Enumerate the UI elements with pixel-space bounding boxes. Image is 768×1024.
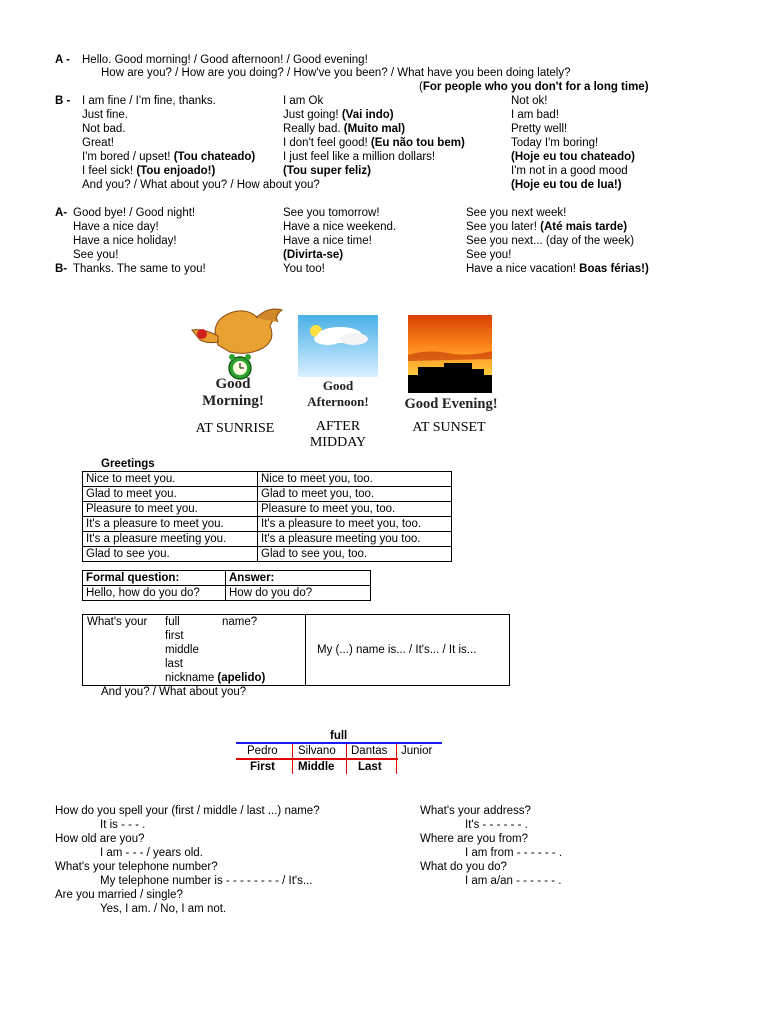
question-line-text: I am from - - - - - - . (465, 847, 563, 859)
reply-line (511, 150, 635, 164)
question-line (55, 860, 320, 874)
formal-question: Hello, how do you do? (83, 586, 226, 601)
name-table (82, 614, 510, 686)
reply-line-text: Not ok! (511, 95, 548, 107)
reply-cell: Pleasure to meet you, too. (258, 502, 452, 517)
reply-line (283, 108, 465, 122)
table-row (83, 517, 452, 532)
greeting-cell: Pleasure to meet you. (83, 502, 258, 517)
afternoon-title-line-1: Good (322, 378, 354, 393)
question-line (420, 860, 562, 874)
question-line (55, 804, 320, 818)
farewell-line (283, 248, 396, 262)
reply-line-text: Pretty well! (511, 123, 568, 135)
reply-line-text: I'm not in a good mood (511, 165, 628, 177)
answer-header: Answer: (226, 571, 371, 586)
reply-line (511, 178, 635, 192)
nickname-translation: (apelido) (217, 672, 266, 684)
reply-line-text: I am fine / I'm fine, thanks. (82, 95, 216, 107)
good-morning-picture (178, 300, 288, 440)
reply-cell: Nice to meet you, too. (258, 472, 452, 487)
reply-line-text: Today I'm boring! (511, 137, 599, 149)
farewell-line (283, 234, 396, 248)
question-line-text: Are you married / single? (55, 889, 183, 901)
farewell-line (73, 220, 206, 234)
question-line (420, 874, 562, 888)
note-paren: ( (419, 81, 423, 93)
greeting-line: Hello. Good morning! / Good afternoon! / Good evening! (82, 54, 368, 66)
table-row (83, 547, 452, 562)
farewell-line-text: Good bye! / Good night! (73, 207, 196, 219)
reply-line-text: I am Ok (283, 95, 324, 107)
farewell-line-text: Have a nice vacation! (466, 263, 580, 275)
questions-right (420, 804, 562, 888)
full-heading: full (330, 730, 348, 742)
greeting-cell: Glad to meet you. (83, 487, 258, 502)
speaker-b-marker-2: B- (55, 263, 68, 275)
reply-line-translation: (Tou chateado) (173, 151, 256, 163)
farewell-line (283, 206, 396, 220)
reply-line-translation: (Hoje eu tou chateado) (511, 151, 635, 163)
name-question-word: name? (222, 616, 258, 628)
farewell-line-text: Have a nice day! (73, 221, 159, 233)
table-row (83, 472, 452, 487)
reply-line (283, 122, 465, 136)
how-are-you-line: How are you? / How are you doing? / How've you been? / What have you been doing lately? (101, 67, 571, 79)
farewell-line-translation: (Divirta-se) (283, 249, 344, 261)
midday-caption-line-1: AFTER (315, 419, 361, 434)
full-label: full (165, 616, 180, 628)
reply-cell: It's a pleasure to meet you, too. (258, 517, 452, 532)
question-line-text: What do you do? (420, 861, 507, 873)
question-line-text: How do you spell your (first / middle / last ...) name? (55, 805, 320, 817)
farewell-line-text: You too! (283, 263, 325, 275)
greeting-cell: Glad to see you. (83, 547, 258, 562)
reply-line-text: And you? / What about you? / How about you? (82, 179, 320, 191)
farewell-line-translation: Boas férias!) (579, 263, 649, 275)
middle-label: middle (165, 644, 199, 656)
question-line-text: How old are you? (55, 833, 145, 845)
speaker-a-marker-2: A- (55, 207, 68, 219)
reply-line (511, 136, 635, 150)
farewell-line-text: Have a nice holiday! (73, 235, 177, 247)
formal-question-table (82, 570, 371, 601)
reply-line-text: I'm bored / upset! (82, 151, 174, 163)
middle-part-label: Middle (298, 761, 335, 773)
morning-title-line-2: Morning! (202, 393, 264, 409)
question-line (420, 846, 562, 860)
farewell-line-text: See you tomorrow! (283, 207, 380, 219)
farewell-column-2 (283, 206, 396, 276)
reply-line-text: I don't feel good! (283, 137, 371, 149)
farewell-line-text: See you! (73, 249, 119, 261)
greetings-heading: Greetings (101, 458, 155, 470)
farewell-line (73, 234, 206, 248)
question-line (55, 832, 320, 846)
morning-title-line-1: Good (215, 376, 251, 392)
name-answer: My (...) name is... / It's... / It is... (317, 644, 477, 656)
name-part: Silvano (298, 745, 336, 757)
greeting-cell: It's a pleasure meeting you. (83, 532, 258, 547)
sunrise-caption: AT SUNRISE (195, 421, 275, 436)
reply-cell: It's a pleasure meeting you too. (258, 532, 452, 547)
midday-caption (292, 419, 384, 451)
reply-line (283, 150, 465, 164)
question-line (420, 818, 562, 832)
nickname-text: nickname (165, 672, 218, 684)
afternoon-title-line-2: Afternoon! (307, 394, 369, 409)
question-line (55, 874, 320, 888)
farewell-column-1 (73, 206, 206, 276)
questions-left (55, 804, 320, 916)
midday-caption-line-2: MIDDAY (309, 435, 367, 450)
formal-answer: How do you do? (226, 586, 371, 601)
farewell-line-text: See you next week! (466, 207, 567, 219)
reply-line-translation: (Muito mal) (343, 123, 406, 135)
farewell-line (73, 206, 206, 220)
farewell-line-text: See you! (466, 249, 512, 261)
greetings-table (82, 471, 452, 562)
rooster-clock-icon (178, 300, 288, 380)
farewell-line (466, 206, 649, 220)
evening-title: Good Evening! (404, 396, 498, 412)
reply-line (283, 136, 465, 150)
question-line (55, 846, 320, 860)
reply-line-translation: (Vai indo) (341, 109, 394, 121)
reply-line (511, 94, 635, 108)
reply-line-text: Really bad. (283, 123, 344, 135)
question-line-text: I am a/an - - - - - - . (465, 875, 562, 887)
reply-cell: Glad to meet you, too. (258, 487, 452, 502)
reply-column-3 (511, 94, 635, 192)
morning-title (178, 376, 288, 410)
farewell-line (466, 248, 649, 262)
reply-line (511, 108, 635, 122)
name-part: Pedro (247, 745, 278, 757)
farewell-line (466, 262, 649, 276)
question-line-text: What's your telephone number? (55, 861, 218, 873)
reply-line-text: Just fine. (82, 109, 129, 121)
reply-column-2 (283, 94, 465, 178)
farewell-line (466, 220, 649, 234)
farewell-line-text: See you later! (466, 221, 541, 233)
sunset-caption: AT SUNSET (412, 420, 486, 435)
question-line-text: My telephone number is - - - - - - - - / It's... (100, 875, 313, 887)
farewell-line-translation: (Até mais tarde) (540, 221, 628, 233)
name-table-divider (305, 615, 306, 685)
reply-line-translation: (Eu não tou bem) (370, 137, 465, 149)
question-line (55, 902, 320, 916)
farewell-line-text: Have a nice weekend. (283, 221, 397, 233)
note-text: For people who you don't for a long time) (422, 81, 649, 93)
reply-line-text: I just feel like a million dollars! (283, 151, 436, 163)
sun-cloud-icon (298, 315, 378, 377)
name-diagram (236, 742, 442, 776)
question-line-text: What's your address? (420, 805, 531, 817)
name-part: Junior (401, 745, 433, 757)
sunset-truck-icon (408, 315, 492, 393)
table-row (83, 532, 452, 547)
reply-line-text: I feel sick! (82, 165, 137, 177)
reply-line (283, 94, 465, 108)
farewell-line (283, 262, 396, 276)
reply-line-text: Great! (82, 137, 114, 149)
question-line (55, 818, 320, 832)
reply-line-translation: (Tou enjoado!) (136, 165, 216, 177)
name-part: Dantas (351, 745, 388, 757)
reply-line (283, 164, 465, 178)
reply-line (82, 178, 320, 192)
speaker-a-marker: A - (55, 54, 70, 66)
afternoon-title (295, 378, 381, 410)
speaker-b-marker: B - (55, 95, 71, 107)
reply-line-text: Not bad. (82, 123, 126, 135)
farewell-line (466, 234, 649, 248)
reply-line-translation: (Tou super feliz) (283, 165, 371, 177)
farewell-line (73, 262, 206, 276)
and-you-line: And you? / What about you? (101, 686, 247, 698)
reply-line (511, 122, 635, 136)
last-label: last (165, 658, 183, 670)
question-line-text: It's - - - - - - . (465, 819, 528, 831)
reply-cell: Glad to see you, too. (258, 547, 452, 562)
farewell-line (283, 220, 396, 234)
farewell-column-3 (466, 206, 649, 276)
reply-line-translation: (Hoje eu tou de lua!) (511, 179, 622, 191)
formal-question-header: Formal question: (83, 571, 226, 586)
question-line-text: I am - - - / years old. (100, 847, 203, 859)
note-line (419, 80, 649, 94)
reply-line-text: Just going! (283, 109, 342, 121)
question-line-text: Yes, I am. / No, I am not. (100, 903, 227, 915)
question-line-text: It is - - - . (100, 819, 146, 831)
reply-line (511, 164, 635, 178)
greeting-cell: Nice to meet you. (83, 472, 258, 487)
farewell-line-text: Thanks. The same to you! (73, 263, 206, 275)
table-row (83, 502, 452, 517)
good-evening-picture (408, 315, 492, 395)
farewell-line-text: Have a nice time! (283, 235, 372, 247)
first-label: first (165, 630, 184, 642)
greeting-cell: It's a pleasure to meet you. (83, 517, 258, 532)
table-row (83, 487, 452, 502)
farewell-line (73, 248, 206, 262)
first-part-label: First (250, 761, 275, 773)
last-part-label: Last (358, 761, 382, 773)
reply-line-text: I am bad! (511, 109, 559, 121)
nickname-label (165, 671, 265, 685)
question-line (420, 832, 562, 846)
question-line-text: Where are you from? (420, 833, 529, 845)
whats-your-label: What's your (87, 616, 148, 628)
farewell-line-text: See you next... (day of the week) (466, 235, 635, 247)
question-line (55, 888, 320, 902)
question-line (420, 804, 562, 818)
